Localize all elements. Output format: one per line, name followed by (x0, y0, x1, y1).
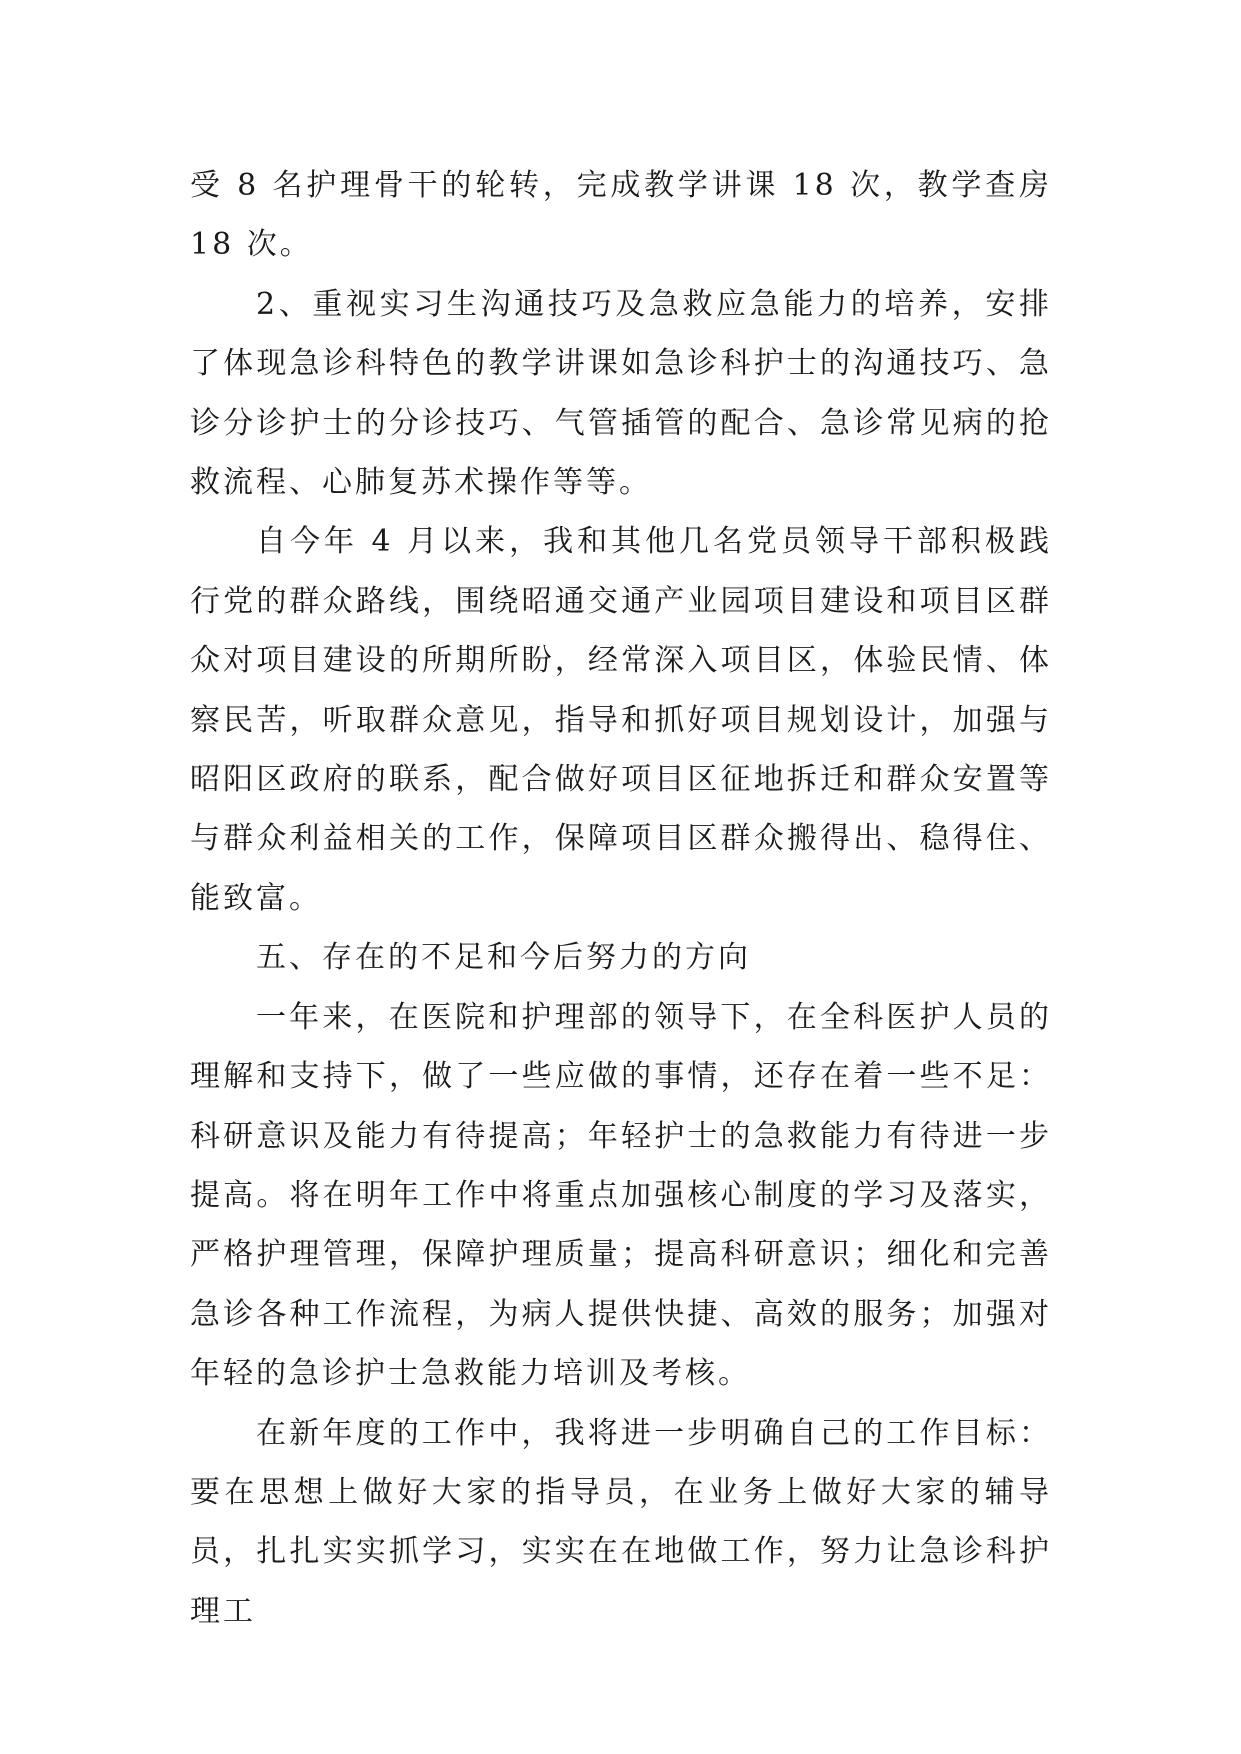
section-heading: 五、存在的不足和今后努力的方向 (256, 940, 751, 976)
paragraph: 受 8 名护理骨干的轮转，完成教学讲课 18 次，教学查房 18 次。 (190, 168, 1052, 263)
paragraph: 自今年 4 月以来，我和其他几名党员领导干部积极践行党的群众路线，围绕昭通交通产业园项目建设和项目区群众对项目建设的所期所盼，经常深入项目区，体验民情、体察民苦，听取群众意见，指导和抓好项目规划设计，加强与昭阳区政府的联系，配合做好项目区征地拆迁和群众安置等与群众利益相关的工作，保障项目区群众搬得出、稳得住、能致富。 (190, 524, 1052, 916)
paragraph: 在新年度的工作中，我将进一步明确自己的工作目标：要在思想上做好大家的指导员，在业务上做好大家的辅导员，扎扎实实抓学习，实实在在地做工作，努力让急诊科护理工 (190, 1415, 1052, 1629)
paragraph: 一年来，在医院和护理部的领导下，在全科医护人员的理解和支持下，做了一些应做的事情，还存在着一些不足：科研意识及能力有待提高；年轻护士的急救能力有待进一步提高。将在明年工作中将重点加强核心制度的学习及落实，严格护理管理，保障护理质量；提高科研意识；细化和完善急诊各种工作流程，为病人提供快捷、高效的服务；加强对年轻的急诊护士急救能力培训及考核。 (190, 999, 1052, 1392)
paragraph: 2、重视实习生沟通技巧及急救应急能力的培养，安排了体现急诊科特色的教学讲课如急诊科护士的沟通技巧、急诊分诊护士的分诊技巧、气管插管的配合、急诊常见病的抢救流程、心肺复苏术操作等等。 (190, 286, 1052, 501)
document-body (190, 156, 1052, 1641)
